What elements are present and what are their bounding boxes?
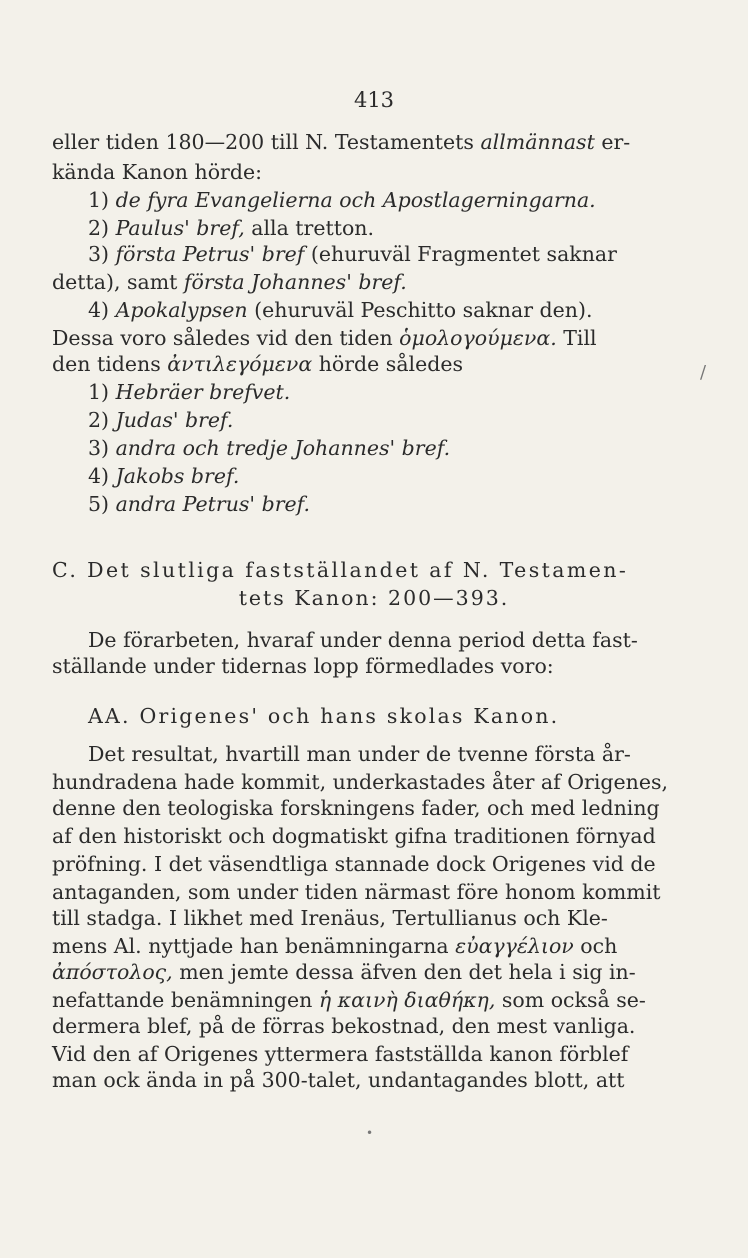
text-line: mens Al. nyttjade han benämningarna εὐαγγέλιον och <box>52 934 618 958</box>
list-item: 3) första Petrus' bref (ehuruväl Fragmentet saknar <box>88 242 617 266</box>
list-item: 1) de fyra Evangelierna och Apostlagerningarna. <box>88 188 596 212</box>
list-item: 4) Apokalypsen (ehuruväl Peschitto saknar den). <box>88 298 593 322</box>
text-line: pröfning. I det väsendtliga stannade dock Origenes vid de <box>52 852 656 876</box>
list-item: 2) Judas' bref. <box>88 408 234 432</box>
ink-speck: • <box>366 1126 374 1140</box>
list-item: 4) Jakobs bref. <box>88 464 240 488</box>
section-heading: tets Kanon: 200—393. <box>238 586 510 610</box>
text-line: man ock ända in på 300-talet, undantagandes blott, att <box>52 1068 625 1092</box>
text-line: till stadga. I likhet med Irenäus, Tertullianus och Kle- <box>52 906 608 930</box>
text-line: detta), samt första Johannes' bref. <box>52 270 407 294</box>
list-item: 3) andra och tredje Johannes' bref. <box>88 436 451 460</box>
text-line: ἀπόστολος, men jemte dessa äfven den det hela i sig in- <box>52 960 636 984</box>
margin-mark: / <box>700 362 707 383</box>
text-line: hundradena hade kommit, underkastades åter af Origenes, <box>52 770 669 794</box>
text-line: Vid den af Origenes yttermera fastställda kanon förblef <box>52 1042 629 1066</box>
section-heading: C. Det slutliga fastställandet af N. Testamen- <box>52 558 629 582</box>
text-line: Dessa voro således vid den tiden ὁμολογούμενα. Till <box>52 326 597 350</box>
text-line: Det resultat, hvartill man under de tvenne första år- <box>88 742 631 766</box>
text-line: af den historiskt och dogmatiskt gifna traditionen förnyad <box>52 824 656 848</box>
list-item: 2) Paulus' bref, alla tretton. <box>88 216 375 240</box>
page-number: 413 <box>353 88 395 112</box>
text-line: denne den teologiska forskningens fader, och med ledning <box>52 796 660 820</box>
text-line: den tidens ἀντιλεγόμενα hörde således <box>52 352 464 376</box>
text-line: nefattande benämningen ἡ καινὴ διαθήκη, som också se- <box>52 988 646 1012</box>
list-item: 5) andra Petrus' bref. <box>88 492 310 516</box>
text-line: dermera blef, på de förras bekostnad, den mest vanliga. <box>52 1014 636 1038</box>
text-line: De förarbeten, hvaraf under denna period detta fast- <box>88 628 638 652</box>
text-line: antaganden, som under tiden närmast före honom kommit <box>52 880 661 904</box>
subsection-heading: AA. Origenes' och hans skolas Kanon. <box>88 704 560 728</box>
text-line: eller tiden 180—200 till N. Testamentets allmännast er- <box>52 130 631 154</box>
text-line: ställande under tidernas lopp förmedlades voro: <box>52 654 554 678</box>
text-line: kända Kanon hörde: <box>52 160 263 184</box>
list-item: 1) Hebräer brefvet. <box>88 380 291 404</box>
